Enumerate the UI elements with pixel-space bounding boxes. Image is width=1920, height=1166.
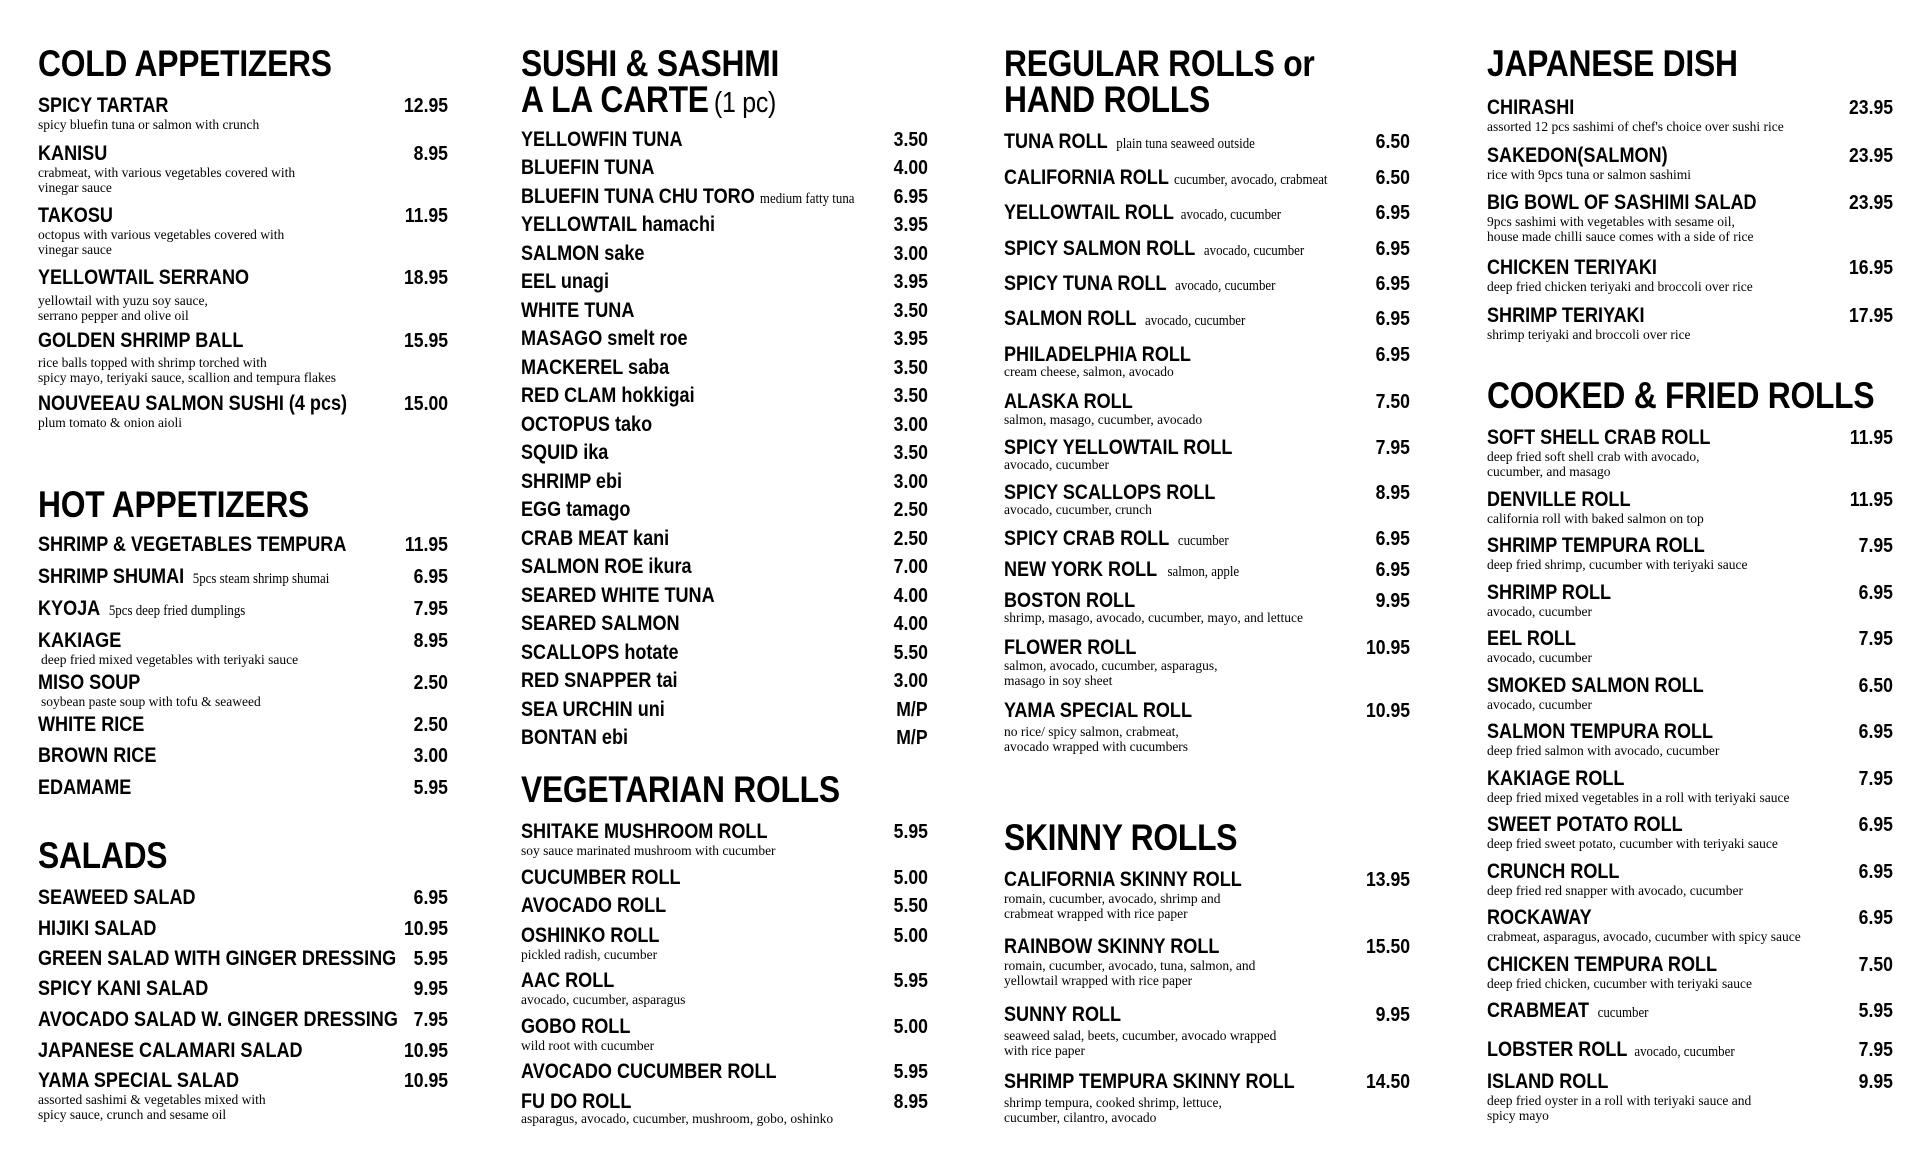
item-title: CRABMEAT — [1487, 999, 1590, 1022]
section-skinny-rolls — [1004, 817, 1410, 1125]
item-name: ALASKA ROLL — [1004, 390, 1133, 413]
item-name — [1487, 1038, 1735, 1064]
item-price: 3.95 — [893, 271, 928, 293]
item-price: 6.95 — [1375, 202, 1410, 224]
item-name: AVOCADO CUCUMBER ROLL — [521, 1060, 777, 1083]
section-title-line-2: HAND ROLLS — [1004, 79, 1211, 120]
item-inline-description: cucumber — [1177, 533, 1229, 549]
item-description: 9pcs sashimi with vegetables with sesame oil, house made chilli sauce comes with a side of rice — [1487, 214, 1754, 244]
item-description: deep fried chicken teriyaki and broccoli over rice — [1487, 279, 1753, 294]
item-name: HIJIKI SALAD — [38, 917, 157, 940]
item-description: asparagus, avocado, cucumber, mushroom, gobo, oshinko — [521, 1111, 834, 1126]
item-price: 7.95 — [1858, 1039, 1893, 1061]
item-name: SPICY TARTAR — [38, 94, 169, 117]
item-name: EEL ROLL — [1487, 627, 1576, 650]
item-price: 13.95 — [1365, 869, 1410, 891]
item-name: BIG BOWL OF SASHIMI SALAD — [1487, 191, 1757, 214]
item-name: SHRIMP TEMPURA SKINNY ROLL — [1004, 1070, 1295, 1093]
item-price: 3.50 — [893, 442, 928, 464]
item-price: 10.95 — [1365, 637, 1410, 659]
item-price: 5.00 — [893, 925, 928, 947]
section-title: HOT APPETIZERS — [38, 484, 310, 525]
item-description: romain, cucumber, avocado, shrimp and crabmeat wrapped with rice paper — [1004, 891, 1221, 921]
item-price: 11.95 — [1849, 489, 1893, 511]
item-price: 3.00 — [893, 243, 928, 265]
item-description: deep fried oyster in a roll with teriyaki sauce and spicy mayo — [1487, 1093, 1752, 1123]
item-description: deep fried mixed vegetables with teriyaki sauce — [41, 652, 299, 667]
item-price: 6.95 — [1375, 308, 1410, 330]
item-name: AAC ROLL — [521, 969, 615, 992]
item-description: deep fried mixed vegetables in a roll with teriyaki sauce — [1487, 790, 1790, 805]
item-name: YELLOWTAIL hamachi — [521, 213, 715, 236]
section-title-line-2 — [521, 79, 777, 121]
item-price: 3.50 — [893, 300, 928, 322]
item-inline-description: avocado, cucumber — [1145, 313, 1246, 329]
item-inline-description: avocado, cucumber — [1175, 278, 1276, 294]
item-price: M/P — [896, 727, 928, 749]
item-name: CHIRASHI — [1487, 96, 1575, 119]
item-inline-description: 5pcs deep fried dumplings — [108, 603, 246, 619]
item-title: SHRIMP SHUMAI — [38, 565, 185, 588]
item-price: 5.95 — [893, 821, 928, 843]
item-price: 6.95 — [1858, 721, 1893, 743]
item-price: 11.95 — [404, 534, 448, 556]
item-price: 7.95 — [413, 1009, 448, 1031]
item-name: OCTOPUS tako — [521, 413, 653, 436]
section-title-note: (1 pc) — [713, 87, 777, 119]
item-name: OSHINKO ROLL — [521, 924, 660, 947]
item-price: 6.50 — [1375, 167, 1410, 189]
item-inline-description: cucumber, avocado, crabmeat — [1174, 172, 1328, 188]
item-description: pickled radish, cucumber — [521, 947, 658, 962]
item-name: SEA URCHIN uni — [521, 698, 665, 721]
item-price: 6.95 — [1375, 273, 1410, 295]
item-title: TUNA ROLL — [1004, 130, 1108, 153]
item-name: MISO SOUP — [38, 671, 141, 694]
item-price: 6.95 — [1858, 907, 1893, 929]
item-name: SQUID ika — [521, 441, 609, 464]
item-description: salmon, masago, cucumber, avocado — [1004, 412, 1203, 427]
item-name: CUCUMBER ROLL — [521, 866, 681, 889]
item-price: 5.95 — [893, 1061, 928, 1083]
section-cooked-fried-rolls — [1487, 375, 1893, 1123]
section-title: SALADS — [38, 835, 168, 876]
item-title: LOBSTER ROLL — [1487, 1038, 1628, 1061]
section-title: COOKED & FRIED ROLLS — [1487, 375, 1875, 416]
item-title: CALIFORNIA ROLL — [1004, 166, 1169, 189]
item-description: plum tomato & onion aioli — [38, 415, 182, 430]
item-price: 4.00 — [893, 613, 928, 635]
item-inline-description: medium fatty tuna — [759, 191, 855, 207]
item-description: avocado, cucumber — [1487, 650, 1592, 665]
item-inline-description: cucumber — [1597, 1005, 1649, 1021]
item-price: 8.95 — [413, 630, 448, 652]
item-name: SCALLOPS hotate — [521, 641, 679, 664]
item-description: soybean paste soup with tofu & seaweed — [41, 694, 261, 709]
item-title: SPICY SALMON ROLL — [1004, 237, 1196, 260]
item-description: seaweed salad, beets, cucumber, avocado wrapped with rice paper — [1004, 1028, 1277, 1058]
item-price: 8.95 — [413, 143, 448, 165]
item-price: 3.50 — [893, 129, 928, 151]
item-price: 9.95 — [1375, 1004, 1410, 1026]
item-inline-description: salmon, apple — [1167, 564, 1240, 580]
item-price: 7.95 — [1858, 768, 1893, 790]
item-description: deep fried shrimp, cucumber with teriyaki sauce — [1487, 557, 1748, 572]
section-title: COLD APPETIZERS — [38, 43, 332, 84]
item-price: 2.50 — [893, 528, 928, 550]
item-price: 15.00 — [403, 393, 448, 415]
section-title: REGULAR ROLLS or — [1004, 43, 1315, 84]
item-price: 3.00 — [893, 414, 928, 436]
item-name: SALMON ROE ikura — [521, 555, 692, 578]
item-description: crabmeat, with various vegetables covered with vinegar sauce — [38, 165, 296, 195]
item-price: 5.95 — [413, 777, 448, 799]
item-price: 2.50 — [413, 714, 448, 736]
item-price: 15.95 — [403, 330, 448, 352]
item-description: no rice/ spicy salmon, crabmeat, avocado wrapped with cucumbers — [1004, 724, 1189, 754]
item-price: 10.95 — [403, 918, 448, 940]
item-price: 8.95 — [893, 1091, 928, 1113]
item-price: 5.95 — [413, 948, 448, 970]
item-name: ISLAND ROLL — [1487, 1070, 1609, 1093]
item-price: 9.95 — [1375, 590, 1410, 612]
item-name: CALIFORNIA SKINNY ROLL — [1004, 868, 1242, 891]
item-name: GOLDEN SHRIMP BALL — [38, 329, 244, 352]
item-name: EDAMAME — [38, 776, 132, 799]
item-name: GREEN SALAD WITH GINGER DRESSING — [38, 947, 397, 970]
item-name — [1004, 272, 1275, 298]
item-name — [38, 597, 245, 623]
item-name: KAKIAGE ROLL — [1487, 767, 1625, 790]
item-price: 23.95 — [1848, 145, 1893, 167]
item-name: FU DO ROLL — [521, 1090, 632, 1113]
item-price: 11.95 — [404, 205, 448, 227]
item-name: SALMON TEMPURA ROLL — [1487, 720, 1714, 743]
item-description: deep fried sweet potato, cucumber with teriyaki sauce — [1487, 836, 1778, 851]
item-name: CRUNCH ROLL — [1487, 860, 1620, 883]
section-title: SUSHI & SASHMI — [521, 43, 780, 84]
item-title: SPICY TUNA ROLL — [1004, 272, 1167, 295]
item-price: 9.95 — [1858, 1071, 1893, 1093]
item-price: 6.95 — [1375, 238, 1410, 260]
item-description: avocado, cucumber — [1487, 697, 1592, 712]
item-price: 6.95 — [1375, 559, 1410, 581]
item-name: ROCKAWAY — [1487, 906, 1592, 929]
item-name: WHITE RICE — [38, 713, 145, 736]
item-name: SPICY YELLOWTAIL ROLL — [1004, 436, 1233, 459]
item-price: 16.95 — [1848, 257, 1893, 279]
item-name: SHITAKE MUSHROOM ROLL — [521, 820, 768, 843]
item-title: NEW YORK ROLL — [1004, 558, 1158, 581]
item-name: YAMA SPECIAL ROLL — [1004, 699, 1192, 722]
item-description: avocado, cucumber — [1004, 457, 1109, 472]
item-title: SPICY CRAB ROLL — [1004, 527, 1170, 550]
item-name — [1004, 237, 1304, 263]
item-price: 5.50 — [893, 642, 928, 664]
item-name: BOSTON ROLL — [1004, 589, 1136, 612]
item-name: WHITE TUNA — [521, 299, 635, 322]
item-name: SHRIMP & VEGETABLES TEMPURA — [38, 533, 347, 556]
item-price: 6.95 — [413, 887, 448, 909]
item-name: CRAB MEAT kani — [521, 527, 670, 550]
section-title: VEGETARIAN ROLLS — [521, 769, 840, 810]
item-name — [1004, 201, 1281, 227]
item-price: 23.95 — [1848, 97, 1893, 119]
item-price: 6.95 — [893, 186, 928, 208]
item-price: 12.95 — [403, 95, 448, 117]
item-price: 10.95 — [403, 1040, 448, 1062]
item-price: 3.00 — [893, 471, 928, 493]
item-price: 2.50 — [413, 672, 448, 694]
item-inline-description: avocado, cucumber — [1203, 243, 1305, 259]
item-price: 10.95 — [403, 1070, 448, 1092]
section-cold-appetizers — [38, 43, 448, 430]
item-price: 5.95 — [893, 970, 928, 992]
item-name: NOUVEEAU SALMON SUSHI (4 pcs) — [38, 392, 348, 415]
item-price: 15.50 — [1365, 936, 1410, 958]
item-name — [1004, 307, 1245, 333]
item-name: BROWN RICE — [38, 744, 157, 767]
item-name — [1004, 166, 1328, 192]
item-price: 3.50 — [893, 357, 928, 379]
item-name — [1004, 558, 1239, 584]
item-price: 9.95 — [413, 978, 448, 1000]
item-description: shrimp tempura, cooked shrimp, lettuce, cucumber, cilantro, avocado — [1004, 1095, 1222, 1125]
item-name: AVOCADO SALAD W. GINGER DRESSING — [38, 1008, 398, 1031]
item-description: assorted sashimi & vegetables mixed with spicy sauce, crunch and sesame oil — [38, 1092, 266, 1122]
item-description: cream cheese, salmon, avocado — [1004, 364, 1174, 379]
item-price: 7.50 — [1375, 391, 1410, 413]
item-description: salmon, avocado, cucumber, asparagus, masago in soy sheet — [1004, 658, 1218, 688]
item-price: 6.95 — [1375, 344, 1410, 366]
item-name: JAPANESE CALAMARI SALAD — [38, 1039, 303, 1062]
item-name: YAMA SPECIAL SALAD — [38, 1069, 240, 1092]
item-name: SEAWEED SALAD — [38, 886, 196, 909]
item-name: DENVILLE ROLL — [1487, 488, 1631, 511]
item-name: RED CLAM hokkigai — [521, 384, 695, 407]
item-name — [521, 185, 855, 211]
item-name: SOFT SHELL CRAB ROLL — [1487, 426, 1711, 449]
item-price: 2.50 — [893, 499, 928, 521]
item-price: 4.00 — [893, 157, 928, 179]
item-name: SALMON sake — [521, 242, 645, 265]
section-salads — [38, 835, 448, 1122]
item-price: 5.50 — [893, 895, 928, 917]
item-description: shrimp teriyaki and broccoli over rice — [1487, 327, 1691, 342]
item-name: AVOCADO ROLL — [521, 894, 667, 917]
item-name: SAKEDON(SALMON) — [1487, 144, 1668, 167]
item-price: 10.95 — [1365, 700, 1410, 722]
item-description: california roll with baked salmon on top — [1487, 511, 1704, 526]
item-name: SHRIMP TEMPURA ROLL — [1487, 534, 1705, 557]
item-title: BLUEFIN TUNA CHU TORO — [521, 185, 755, 208]
section-sushi-sashimi — [521, 43, 928, 749]
section-hot-appetizers — [38, 484, 448, 799]
item-price: 3.50 — [893, 385, 928, 407]
item-description: wild root with cucumber — [521, 1038, 655, 1053]
item-inline-description: avocado, cucumber — [1634, 1044, 1735, 1060]
item-description: deep fried chicken, cucumber with teriyaki sauce — [1487, 976, 1753, 991]
section-title: SKINNY ROLLS — [1004, 817, 1238, 858]
item-price: 11.95 — [1849, 427, 1893, 449]
item-price: 4.00 — [893, 585, 928, 607]
item-price: 23.95 — [1848, 192, 1893, 214]
item-price: M/P — [896, 699, 928, 721]
item-title: SALMON ROLL — [1004, 307, 1137, 330]
item-name: KANISU — [38, 142, 108, 165]
item-price: 5.00 — [893, 1016, 928, 1038]
item-name: SHRIMP ebi — [521, 470, 623, 493]
item-description: deep fried red snapper with avocado, cucumber — [1487, 883, 1744, 898]
item-price: 7.50 — [1858, 954, 1893, 976]
item-title: YELLOWTAIL ROLL — [1004, 201, 1174, 224]
item-description: yellowtail with yuzu soy sauce, serrano pepper and olive oil — [38, 293, 208, 323]
item-description: avocado, cucumber — [1487, 604, 1592, 619]
item-price: 6.95 — [1375, 528, 1410, 550]
item-price: 6.95 — [1858, 861, 1893, 883]
item-price: 6.95 — [413, 566, 448, 588]
item-name: SWEET POTATO ROLL — [1487, 813, 1683, 836]
item-name: BONTAN ebi — [521, 726, 629, 749]
item-description: deep fried salmon with avocado, cucumber — [1487, 743, 1720, 758]
section-regular-rolls — [1004, 43, 1410, 754]
item-price: 7.00 — [893, 556, 928, 578]
item-name: SUNNY ROLL — [1004, 1003, 1122, 1026]
item-name: SPICY SCALLOPS ROLL — [1004, 481, 1216, 504]
item-name: MASAGO smelt roe — [521, 327, 688, 350]
item-name: BLUEFIN TUNA — [521, 156, 655, 179]
item-price: 5.95 — [1858, 1000, 1893, 1022]
item-price: 18.95 — [403, 267, 448, 289]
item-price: 3.00 — [893, 670, 928, 692]
item-name: SHRIMP ROLL — [1487, 581, 1612, 604]
item-name: SHRIMP TERIYAKI — [1487, 304, 1645, 327]
item-name: TAKOSU — [38, 204, 113, 227]
item-price: 6.50 — [1858, 675, 1893, 697]
item-description: deep fried soft shell crab with avocado, cucumber, and masago — [1487, 449, 1700, 479]
item-name: EEL unagi — [521, 270, 609, 293]
item-description: assorted 12 pcs sashimi of chef's choice over sushi rice — [1487, 119, 1784, 134]
item-price: 3.95 — [893, 328, 928, 350]
item-title: KYOJA — [38, 597, 101, 620]
item-inline-description: avocado, cucumber — [1180, 207, 1282, 223]
item-name: SPICY KANI SALAD — [38, 977, 209, 1000]
item-description: spicy bluefin tuna or salmon with crunch — [38, 117, 260, 132]
item-price: 6.50 — [1375, 131, 1410, 153]
item-name: SMOKED SALMON ROLL — [1487, 674, 1704, 697]
item-name: YELLOWTAIL SERRANO — [38, 266, 250, 289]
item-name: CHICKEN TERIYAKI — [1487, 256, 1657, 279]
item-price: 6.95 — [1858, 582, 1893, 604]
item-inline-description: plain tuna seaweed outside — [1116, 136, 1255, 152]
section-vegetarian-rolls — [521, 769, 928, 1126]
item-name — [1004, 130, 1255, 156]
section-japanese-dish — [1487, 43, 1893, 342]
item-name — [1487, 999, 1648, 1025]
item-inline-description: 5pcs steam shrimp shumai — [192, 571, 330, 587]
item-name: EGG tamago — [521, 498, 631, 521]
item-description: shrimp, masago, avocado, cucumber, mayo, and lettuce — [1004, 610, 1303, 625]
item-price: 6.95 — [1858, 814, 1893, 836]
item-description: soy sauce marinated mushroom with cucumber — [521, 843, 776, 858]
item-name: SEARED WHITE TUNA — [521, 584, 715, 607]
item-price: 5.00 — [893, 867, 928, 889]
item-name — [1004, 527, 1229, 553]
item-price: 7.95 — [413, 598, 448, 620]
item-name: RAINBOW SKINNY ROLL — [1004, 935, 1220, 958]
item-description: octopus with various vegetables covered with vinegar sauce — [38, 227, 285, 257]
item-name: KAKIAGE — [38, 629, 122, 652]
item-description: rice with 9pcs tuna or salmon sashimi — [1487, 167, 1691, 182]
item-name: YELLOWFIN TUNA — [521, 128, 683, 151]
item-price: 7.95 — [1858, 628, 1893, 650]
section-title-text: A LA CARTE — [521, 79, 709, 120]
item-name: SEARED SALMON — [521, 612, 680, 635]
item-price: 7.95 — [1375, 437, 1410, 459]
item-price: 14.50 — [1365, 1071, 1410, 1093]
item-name: MACKEREL saba — [521, 356, 670, 379]
item-description: romain, cucumber, avocado, tuna, salmon, and yellowtail wrapped with rice paper — [1004, 958, 1256, 988]
item-name: FLOWER ROLL — [1004, 636, 1137, 659]
item-name: RED SNAPPER tai — [521, 669, 678, 692]
item-description: crabmeat, asparagus, avocado, cucumber with spicy sauce — [1487, 929, 1801, 944]
item-price: 8.95 — [1375, 482, 1410, 504]
item-price: 7.95 — [1858, 535, 1893, 557]
item-name: PHILADELPHIA ROLL — [1004, 343, 1191, 366]
section-title: JAPANESE DISH — [1487, 43, 1738, 84]
item-name: CHICKEN TEMPURA ROLL — [1487, 953, 1718, 976]
item-description: avocado, cucumber, crunch — [1004, 502, 1152, 517]
item-description: avocado, cucumber, asparagus — [521, 992, 686, 1007]
item-price: 3.00 — [413, 745, 448, 767]
item-price: 17.95 — [1848, 305, 1893, 327]
item-name: GOBO ROLL — [521, 1015, 631, 1038]
item-price: 3.95 — [893, 214, 928, 236]
item-name — [38, 565, 329, 591]
item-description: rice balls topped with shrimp torched with spicy mayo, teriyaki sauce, scallion and tempura flakes — [38, 355, 337, 385]
